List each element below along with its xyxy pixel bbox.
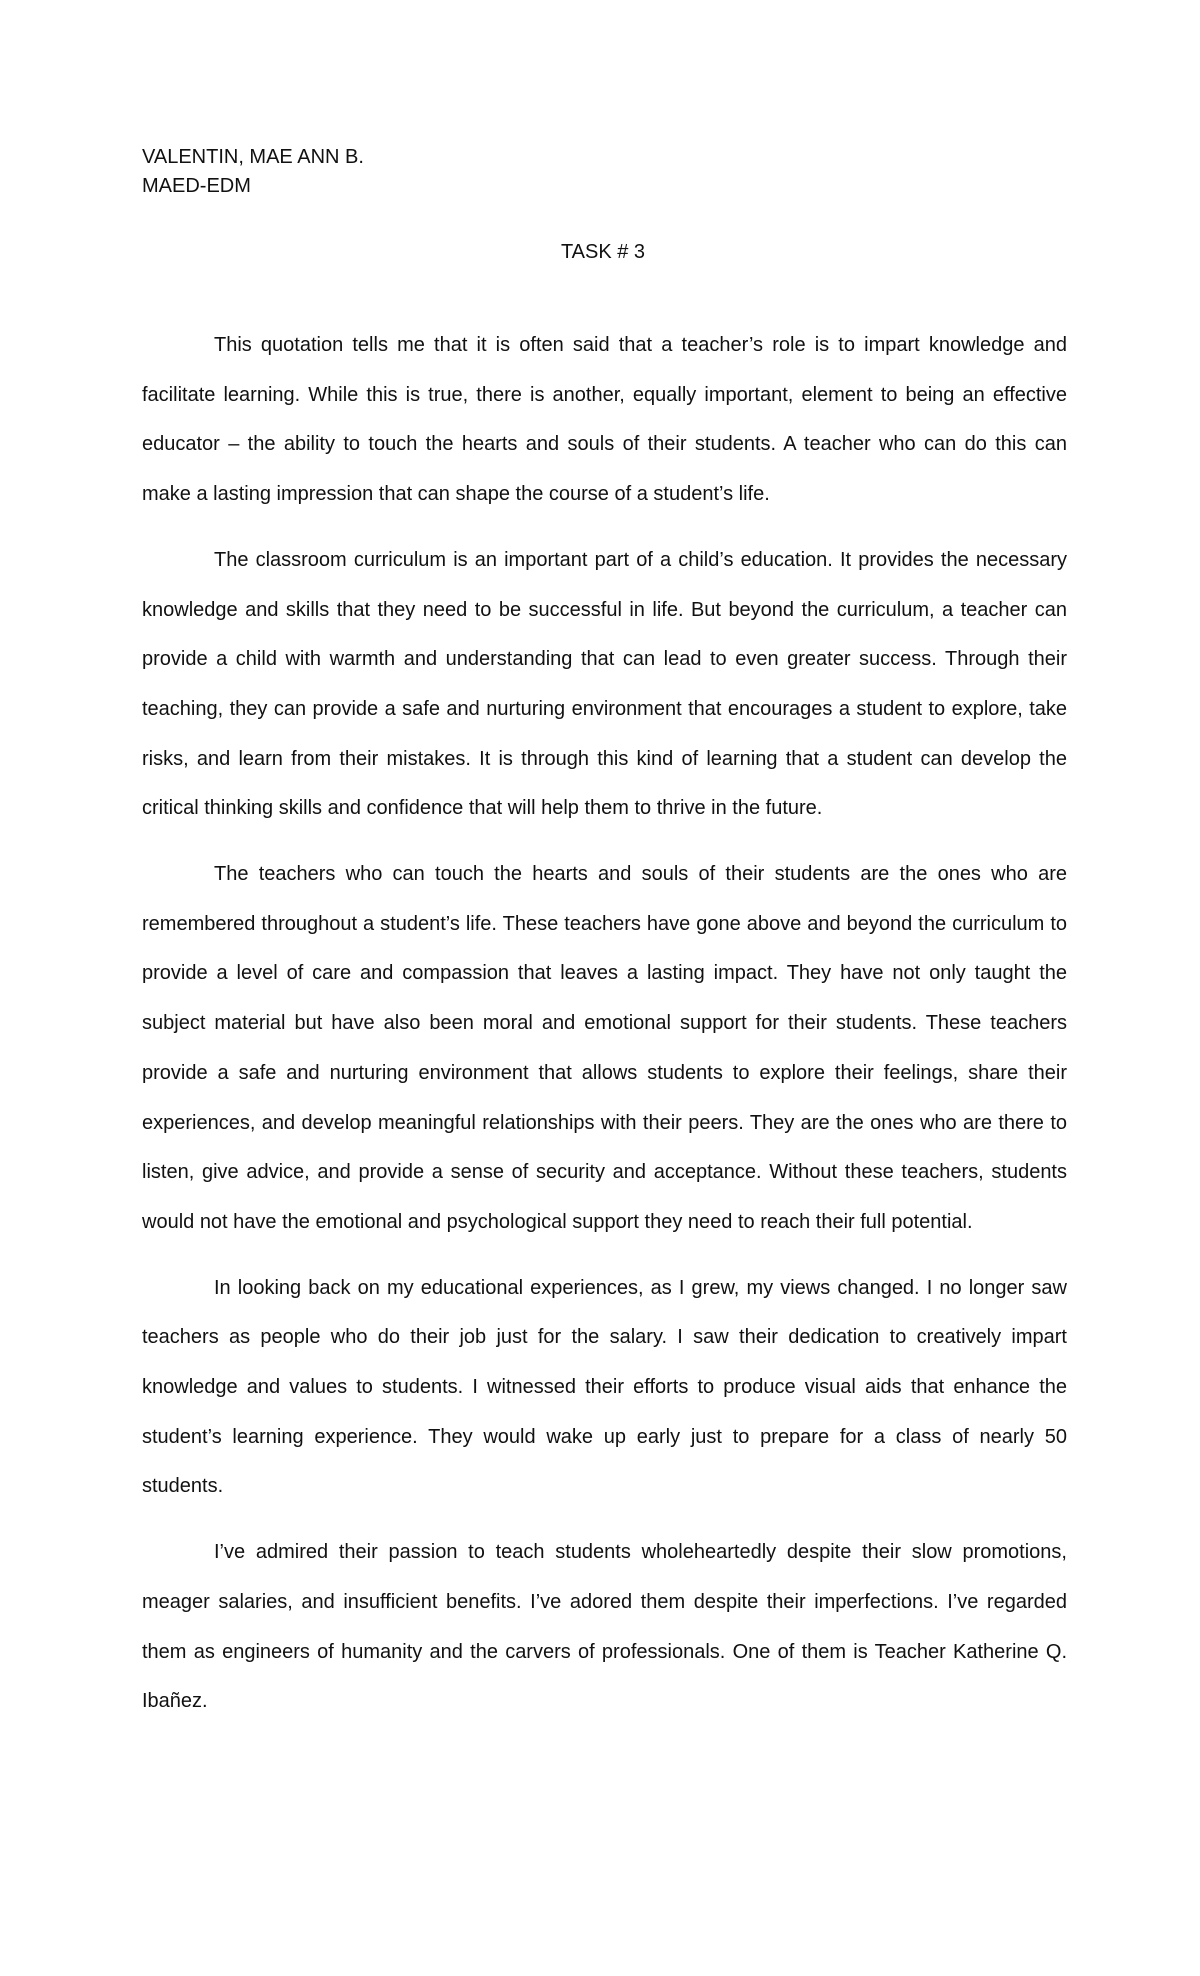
paragraph-1: This quotation tells me that it is often said that a teacher’s role is to impart knowledge and facilitate learning. While this is true, there is another, equally important, element to being an effective educator – the ability to touch the hearts and souls of their students. A teacher who can do this can make a lasting impression that can shape the course of a student’s life. [142,334,1067,506]
document-body [142,321,1067,1727]
paragraph-5: I’ve admired their passion to teach students wholeheartedly despite their slow promotions, meager salaries, and insufficient benefits. I’ve adored them despite their imperfections. I’ve regarded them as engineers of humanity and the carvers of professionals. One of them is Teacher Katherine Q. Ibañez. [142,1541,1067,1713]
program-name: MAED-EDM [142,175,251,197]
author-name: VALENTIN, MAE ANN B. [142,146,364,168]
document-title: TASK # 3 [560,241,646,263]
paragraph-2: The classroom curriculum is an important part of a child’s education. It provides the necessary knowledge and skills that they need to be successful in life. But beyond the curriculum, a teacher can provide a child with warmth and understanding that can lead to even greater success. Through their teaching, they can provide a safe and nurturing environment that encourages a student to explore, take risks, and learn from their mistakes. It is through this kind of learning that a student can develop the critical thinking skills and confidence that will help them to thrive in the future. [142,548,1067,820]
paragraph-3: The teachers who can touch the hearts and souls of their students are the ones who are remembered throughout a student’s life. These teachers have gone above and beyond the curriculum to provide a level of care and compassion that leaves a lasting impact. They have not only taught the subject material but have also been moral and emotional support for their students. These teachers provide a safe and nurturing environment that allows students to explore their feelings, share their experiences, and develop meaningful relationships with their peers. They are the ones who are there to listen, give advice, and provide a sense of security and acceptance. Without these teachers, students would not have the emotional and psychological support they need to reach their full potential. [142,863,1067,1233]
document-header [142,143,364,201]
paragraph-4: In looking back on my educational experiences, as I grew, my views changed. I no longer saw teachers as people who do their job just for the salary. I saw their dedication to creatively impart knowledge and values to students. I witnessed their efforts to produce visual aids that enhance the student’s learning experience. They would wake up early just to prepare for a class of nearly 50 students. [142,1276,1067,1498]
